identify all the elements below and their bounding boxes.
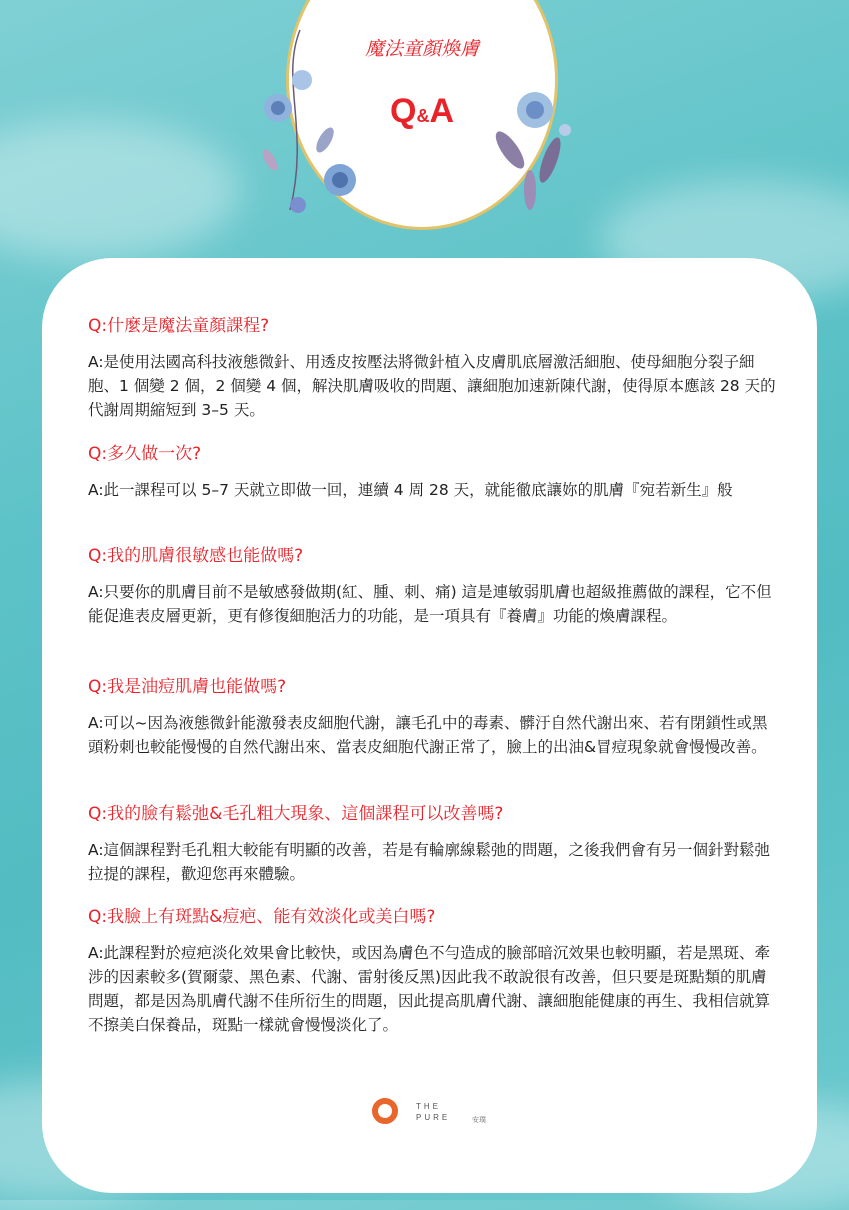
answer-text: A:這個課程對毛孔粗大較能有明顯的改善，若是有輪廓線鬆弛的問題，之後我們會有另一個針對鬆弛拉提的課程，歡迎您再來體驗。 xyxy=(88,841,771,883)
qa-item xyxy=(88,675,778,759)
question-text: Q:多久做一次? xyxy=(88,444,202,464)
answer-text: A:是使用法國高科技液態微針、用透皮按壓法將微針植入皮膚肌底層激活細胞、使母細胞分裂子細胞、1 個變 2 個，2 個變 4 個，解決肌膚吸收的問題、讓細胞加速新陳代謝，使得原本應該 28 天的代謝周期縮短到 3–5 天。 xyxy=(88,353,776,419)
answer-text: A:此課程對於痘疤淡化效果會比較快，或因為膚色不勻造成的臉部暗沉效果也較明顯，若是黑斑、牽涉的因素較多(賀爾蒙、黑色素、代謝、雷射後反黑)因此我不敢說很有改善，但只要是斑點類的肌膚問題，都是因為肌膚代謝不佳所衍生的問題，因此提高肌膚代謝、讓細胞能健康的再生、我相信就算不擦美白保養品，斑點一樣就會慢慢淡化了。 xyxy=(88,944,771,1034)
qa-item xyxy=(88,544,778,628)
answer-text: A:只要你的肌膚目前不是敏感發做期(紅、腫、刺、痛) 這是連敏弱肌膚也超級推薦做的課程，它不但能促進表皮層更新，更有修復細胞活力的功能，是一項具有『養膚』功能的煥膚課程。 xyxy=(88,583,772,625)
question-text: Q:我的肌膚很敏感也能做嗎? xyxy=(88,546,304,566)
question-text: Q:我臉上有斑點&痘疤、能有效淡化或美白嗎? xyxy=(88,907,436,927)
qa-item xyxy=(88,905,778,1037)
question-text: Q:我是油痘肌膚也能做嗎? xyxy=(88,677,287,697)
qa-item xyxy=(88,442,778,502)
flower-decoration-right xyxy=(490,70,580,220)
cloud-decoration xyxy=(0,120,240,260)
flower-decoration-left xyxy=(240,20,360,220)
question-text: Q:我的臉有鬆弛&毛孔粗大現象、這個課程可以改善嗎? xyxy=(88,804,504,824)
question-text: Q:什麼是魔法童顏課程? xyxy=(88,316,270,336)
answer-text: A:可以~因為液態微針能激發表皮細胞代謝，讓毛孔中的毒素、髒汙自然代謝出來、若有閉鎖性或黑頭粉刺也較能慢慢的自然代謝出來、當表皮細胞代謝正常了，臉上的出油&冒痘現象就會慢慢改善。 xyxy=(88,714,768,756)
logo-ring-icon xyxy=(372,1098,398,1124)
logo-sub: 安璞 xyxy=(472,1116,486,1124)
qa-item xyxy=(88,802,778,886)
logo-line1: THE xyxy=(416,1102,441,1111)
page-title: 魔法童顏煥膚 xyxy=(364,38,479,60)
qa-item xyxy=(88,314,778,422)
answer-text: A:此一課程可以 5–7 天就立即做一回，連續 4 周 28 天，就能徹底讓妳的肌膚『宛若新生』般 xyxy=(88,481,733,499)
qa-heading: Q&A xyxy=(389,92,454,130)
logo-line2: PURE xyxy=(416,1113,451,1122)
